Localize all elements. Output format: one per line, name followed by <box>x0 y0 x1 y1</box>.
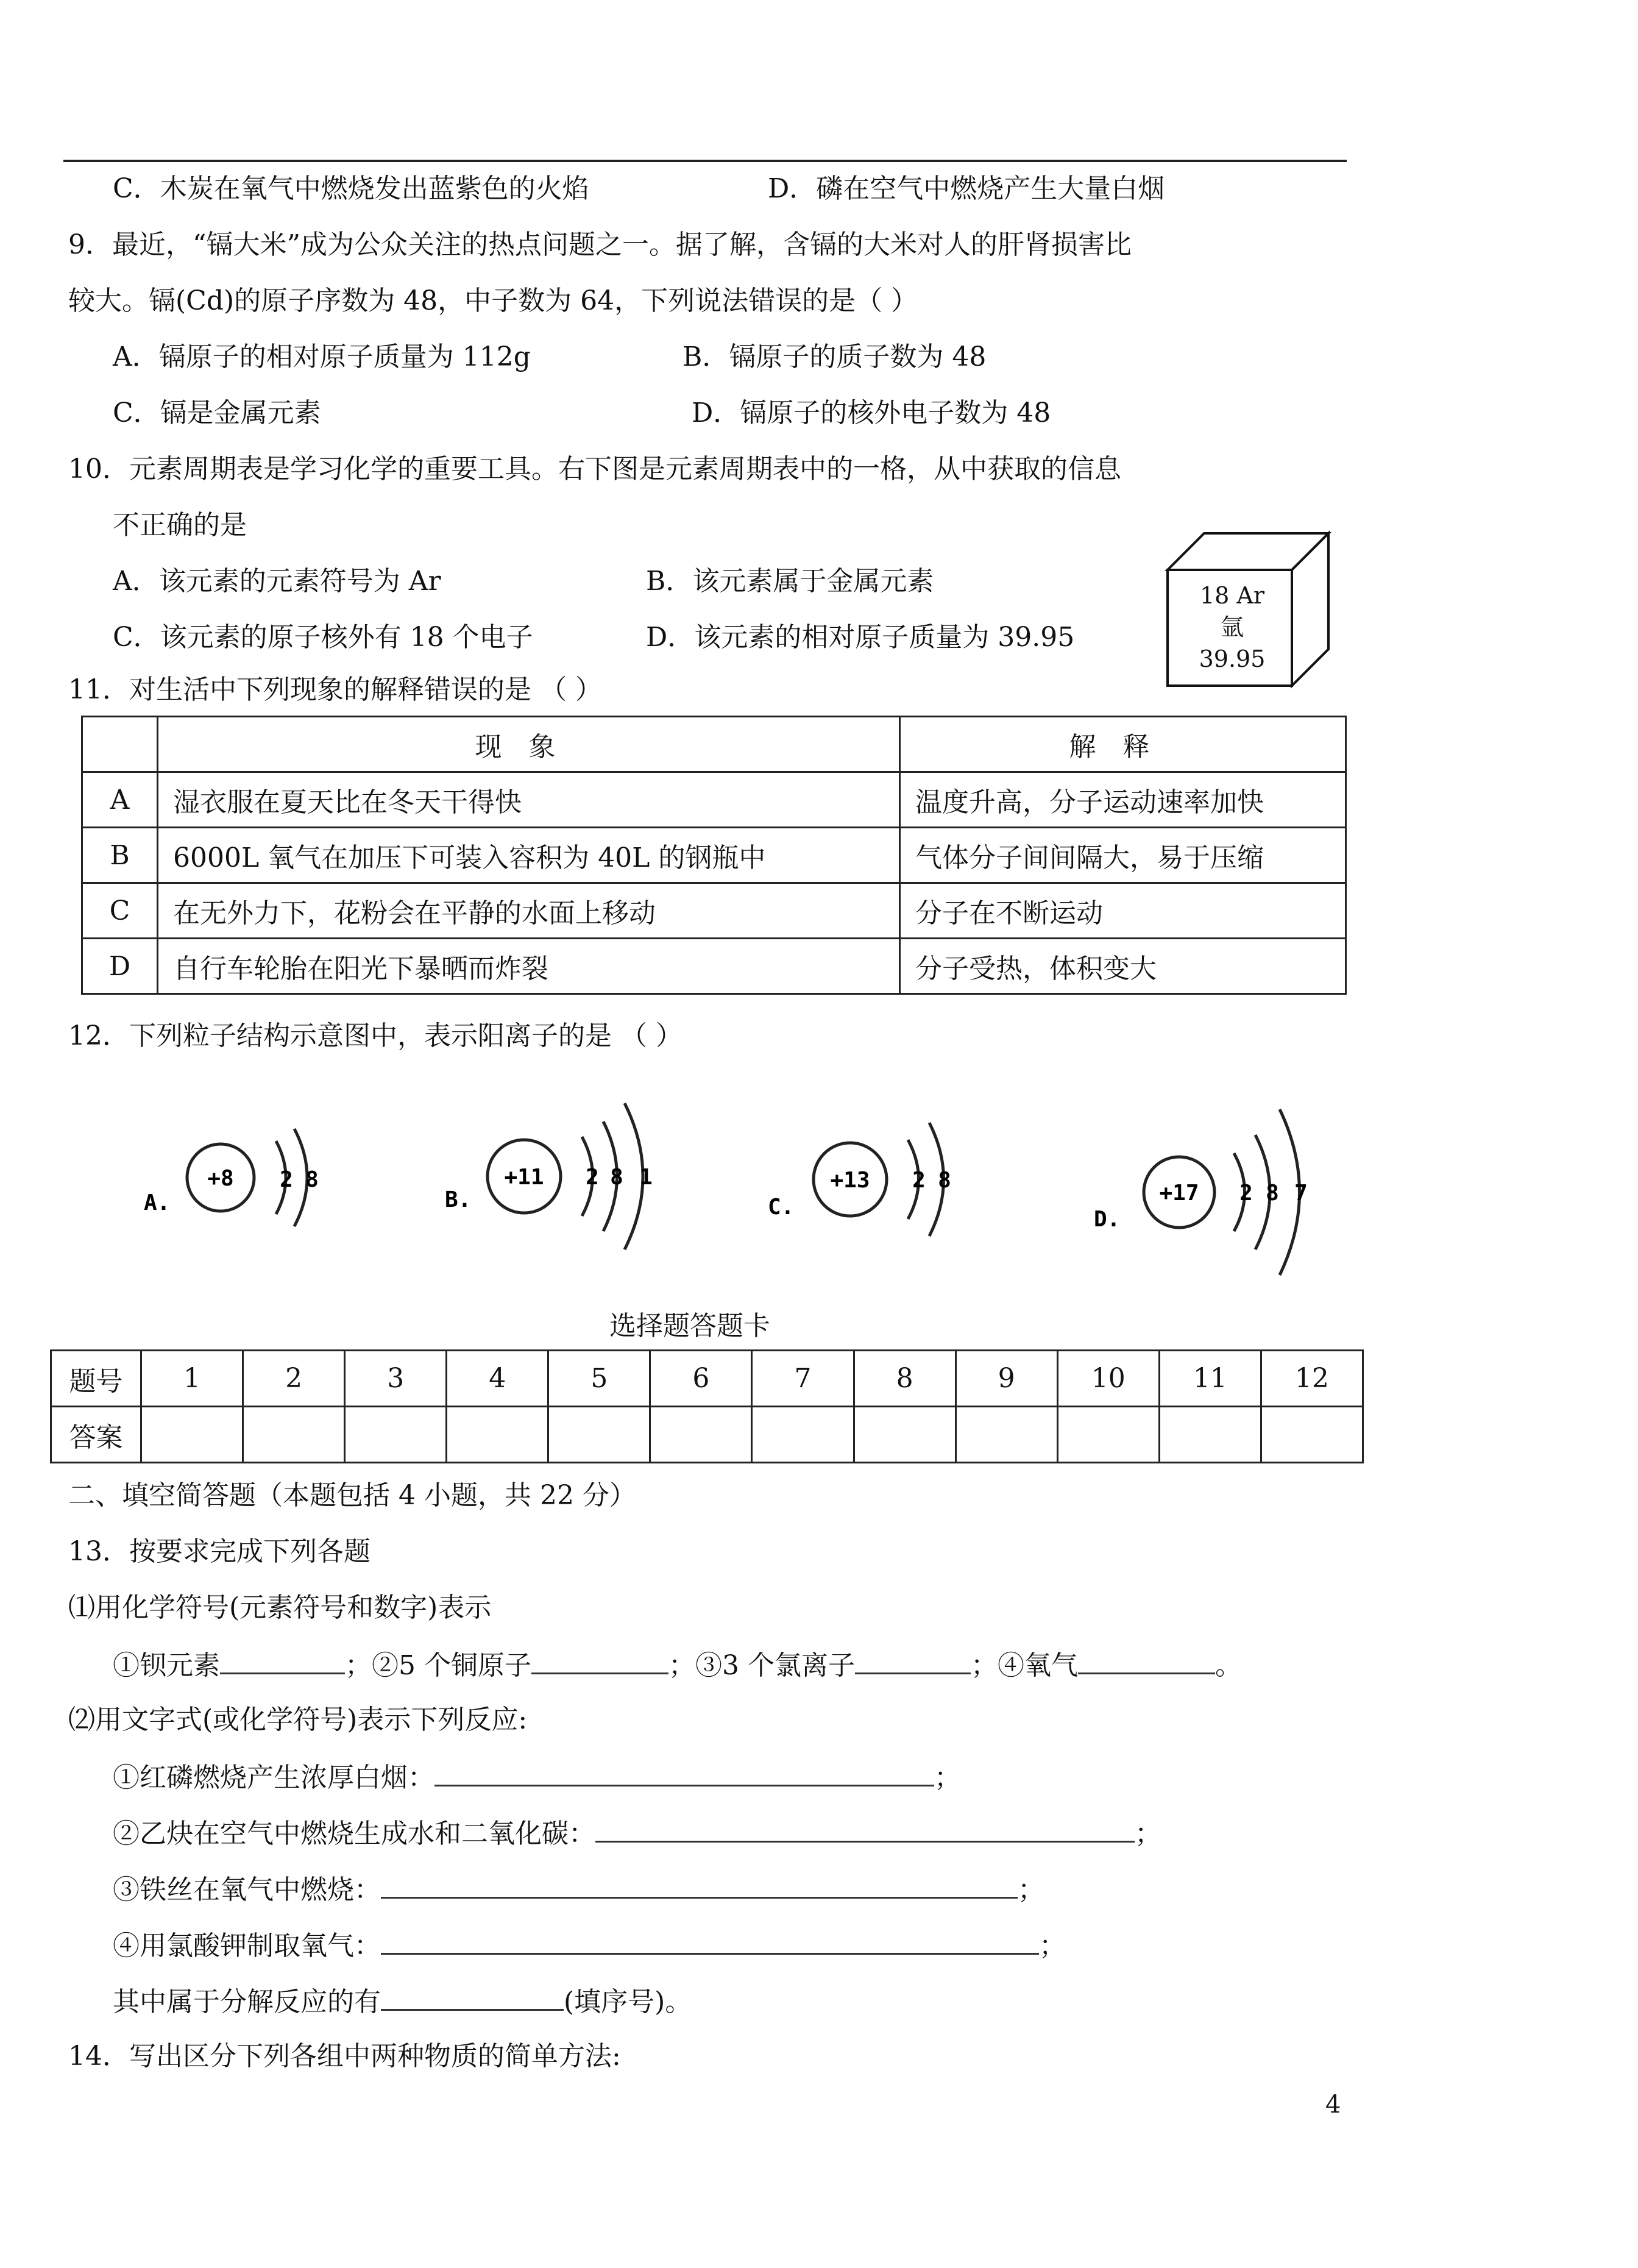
atom-diagram-d <box>1094 1109 1308 1275</box>
atom-c-shell-2: 8 <box>938 1168 951 1193</box>
atom-d-shell-3: 7 <box>1294 1181 1308 1206</box>
row-key: A <box>82 772 158 828</box>
answer-blank[interactable] <box>381 1870 1018 1899</box>
atom-d-shell-2: 8 <box>1266 1181 1279 1206</box>
atom-b-shell-3: 1 <box>639 1165 653 1190</box>
answer-cell[interactable] <box>752 1407 854 1463</box>
atom-c-nucleus: +13 <box>830 1168 870 1193</box>
answer-blank[interactable] <box>1078 1646 1215 1674</box>
row-label-question-number: 题号 <box>51 1351 141 1407</box>
row-phenomenon: 6000L 氧气在加压下可装入容积为 40L 的钢瓶中 <box>158 828 900 883</box>
row-explanation: 气体分子间间隔大，易于压缩 <box>900 828 1346 883</box>
answer-card-title: 选择题答题卡 <box>609 1310 770 1342</box>
particle-structure-diagrams <box>122 1085 1371 1292</box>
atom-a-label: A. <box>144 1190 171 1215</box>
atom-a-nucleus: +8 <box>207 1166 234 1191</box>
question-number-cell: 12 <box>1261 1351 1363 1407</box>
answer-card-answer-row <box>51 1407 1363 1463</box>
atom-diagram-b <box>445 1103 653 1250</box>
q10-stem-line1: 10．元素周期表是学习化学的重要工具。右下图是元素周期表中的一格，从中获取的信息 <box>68 453 1121 485</box>
question-number-cell: 2 <box>243 1351 345 1407</box>
atom-a-shell-2: 8 <box>305 1167 319 1192</box>
top-rule <box>63 160 1347 162</box>
answer-blank[interactable] <box>381 1926 1039 1955</box>
q12-stem: 12．下列粒子结构示意图中，表示阳离子的是 （ ） <box>68 1020 682 1051</box>
answer-cell[interactable] <box>1057 1407 1159 1463</box>
row-explanation: 温度升高，分子运动速率加快 <box>900 772 1346 828</box>
answer-cell[interactable] <box>1261 1407 1363 1463</box>
q9-option-b: B．镉原子的质子数为 48 <box>682 341 987 372</box>
q11-table <box>81 716 1347 995</box>
q13-reaction-4 <box>113 1926 1066 1964</box>
q8-option-d: D．磷在空气中燃烧产生大量白烟 <box>768 173 1165 204</box>
element-cell-mass: 39.95 <box>1199 645 1266 672</box>
table-header-row <box>82 717 1346 772</box>
page-number: 4 <box>1325 2091 1341 2119</box>
answer-blank[interactable] <box>381 1982 564 2011</box>
question-number-cell: 10 <box>1057 1351 1159 1407</box>
q13-part1-items <box>113 1646 1242 1684</box>
question-number-cell: 3 <box>345 1351 447 1407</box>
section-2-title: 二、填空简答题（本题包括 4 小题，共 22 分） <box>68 1480 636 1511</box>
semicolon: ； <box>1039 1930 1066 1961</box>
q13-part2-label: ⑵用文字式(或化学符号)表示下列反应: <box>68 1704 528 1735</box>
answer-card-table <box>50 1349 1364 1463</box>
header-explanation: 解释 <box>900 717 1346 772</box>
header-phenomenon: 现象 <box>158 717 900 772</box>
question-number-cell: 5 <box>548 1351 650 1407</box>
item-end-mark: 。 <box>1214 1650 1242 1681</box>
answer-cell[interactable] <box>956 1407 1057 1463</box>
q13-reaction-2 <box>113 1814 1161 1852</box>
row-key: D <box>82 939 158 994</box>
atom-b-label: B. <box>445 1187 472 1212</box>
atom-c-label: C. <box>768 1195 795 1220</box>
q10-option-c: C．该元素的原子核外有 18 个电子 <box>113 622 533 653</box>
answer-card-number-row <box>51 1351 1363 1407</box>
q13-stem: 13．按要求完成下列各题 <box>68 1536 370 1567</box>
q9-stem-line1: 9．最近，“镉大米”成为公众关注的热点问题之一。据了解，含镉的大米对人的肝肾损害比 <box>68 229 1132 260</box>
element-cell-number-symbol: 18 Ar <box>1199 582 1265 609</box>
atom-b-shell-2: 8 <box>610 1165 623 1190</box>
table-row <box>82 883 1346 939</box>
q9-option-a: A．镉原子的相对原子质量为 112g <box>113 341 531 372</box>
answer-blank[interactable] <box>855 1646 971 1674</box>
semicolon: ； <box>934 1762 961 1793</box>
table-row <box>82 828 1346 883</box>
atom-diagram-a <box>144 1129 319 1226</box>
answer-cell[interactable] <box>345 1407 447 1463</box>
question-number-cell: 7 <box>752 1351 854 1407</box>
answer-blank[interactable] <box>531 1646 668 1674</box>
answer-cell[interactable] <box>854 1407 956 1463</box>
decomposition-label: 其中属于分解反应的有 <box>113 1986 381 2017</box>
q10-stem-line2: 不正确的是 <box>113 510 247 541</box>
row-explanation: 分子受热，体积变大 <box>900 939 1346 994</box>
item-chloride-label: ；③3 个氯离子 <box>668 1650 855 1681</box>
question-number-cell: 9 <box>956 1351 1057 1407</box>
q9-option-c: C．镉是金属元素 <box>113 397 321 428</box>
q11-stem: 11．对生活中下列现象的解释错误的是 （ ） <box>68 674 602 705</box>
answer-cell[interactable] <box>650 1407 752 1463</box>
question-number-cell: 4 <box>447 1351 548 1407</box>
answer-cell[interactable] <box>548 1407 650 1463</box>
item-barium-label: ①钡元素 <box>113 1650 220 1681</box>
reaction-4-label: ④用氯酸钾制取氧气： <box>113 1930 381 1961</box>
answer-cell[interactable] <box>243 1407 345 1463</box>
q9-stem-line2: 较大。镉(Cd)的原子序数为 48，中子数为 64，下列说法错误的是（ ） <box>68 285 918 316</box>
q13-reaction-3 <box>113 1870 1044 1908</box>
atom-c-shell-1: 2 <box>912 1168 926 1193</box>
question-number-cell: 1 <box>141 1351 243 1407</box>
element-cell-name: 氩 <box>1220 614 1244 641</box>
atom-d-nucleus: +17 <box>1159 1181 1199 1206</box>
q9-option-d: D．镉原子的核外电子数为 48 <box>692 397 1051 428</box>
atom-a-shell-1: 2 <box>280 1167 293 1192</box>
table-row <box>82 939 1346 994</box>
q10-option-b: B．该元素属于金属元素 <box>646 566 934 597</box>
q10-option-a: A．该元素的元素符号为 Ar <box>113 566 441 597</box>
semicolon: ； <box>1135 1818 1161 1849</box>
decomposition-suffix: (填序号)。 <box>564 1986 692 2017</box>
row-label-answer: 答案 <box>51 1407 141 1463</box>
answer-blank[interactable] <box>220 1646 345 1674</box>
q8-option-c: C．木炭在氧气中燃烧发出蓝紫色的火焰 <box>113 173 589 204</box>
question-number-cell: 6 <box>650 1351 752 1407</box>
reaction-1-label: ①红磷燃烧产生浓厚白烟： <box>113 1762 434 1793</box>
table-row <box>82 772 1346 828</box>
reaction-3-label: ③铁丝在氧气中燃烧： <box>113 1874 381 1905</box>
answer-blank[interactable] <box>595 1814 1135 1843</box>
answer-cell[interactable] <box>141 1407 243 1463</box>
item-oxygen-label: ；④氧气 <box>970 1650 1078 1681</box>
atom-d-shell-1: 2 <box>1239 1181 1253 1206</box>
answer-blank[interactable] <box>434 1758 934 1786</box>
row-phenomenon: 自行车轮胎在阳光下暴晒而炸裂 <box>158 939 900 994</box>
semicolon: ； <box>1018 1874 1044 1905</box>
row-key: B <box>82 828 158 883</box>
q14-stem: 14．写出区分下列各组中两种物质的简单方法: <box>68 2041 621 2072</box>
question-number-cell: 8 <box>854 1351 956 1407</box>
row-key: C <box>82 883 158 939</box>
atom-b-shell-1: 2 <box>586 1165 599 1190</box>
question-number-cell: 11 <box>1159 1351 1261 1407</box>
answer-cell[interactable] <box>1159 1407 1261 1463</box>
q13-part1-label: ⑴用化学符号(元素符号和数字)表示 <box>68 1592 492 1623</box>
q13-reaction-1 <box>113 1758 961 1796</box>
reaction-2-label: ②乙炔在空气中燃烧生成水和二氧化碳： <box>113 1818 595 1849</box>
row-explanation: 分子在不断运动 <box>900 883 1346 939</box>
q10-option-d: D．该元素的相对原子质量为 39.95 <box>646 622 1075 653</box>
atom-diagram-c <box>768 1123 951 1236</box>
q13-decomposition-line <box>113 1982 692 2021</box>
row-phenomenon: 湿衣服在夏天比在冬天干得快 <box>158 772 900 828</box>
atom-d-label: D. <box>1094 1207 1121 1232</box>
answer-cell[interactable] <box>447 1407 548 1463</box>
item-copper-label: ；②5 个铜原子 <box>345 1650 531 1681</box>
row-phenomenon: 在无外力下，花粉会在平静的水面上移动 <box>158 883 900 939</box>
atom-b-nucleus: +11 <box>504 1165 544 1190</box>
table-corner-cell <box>82 717 158 772</box>
